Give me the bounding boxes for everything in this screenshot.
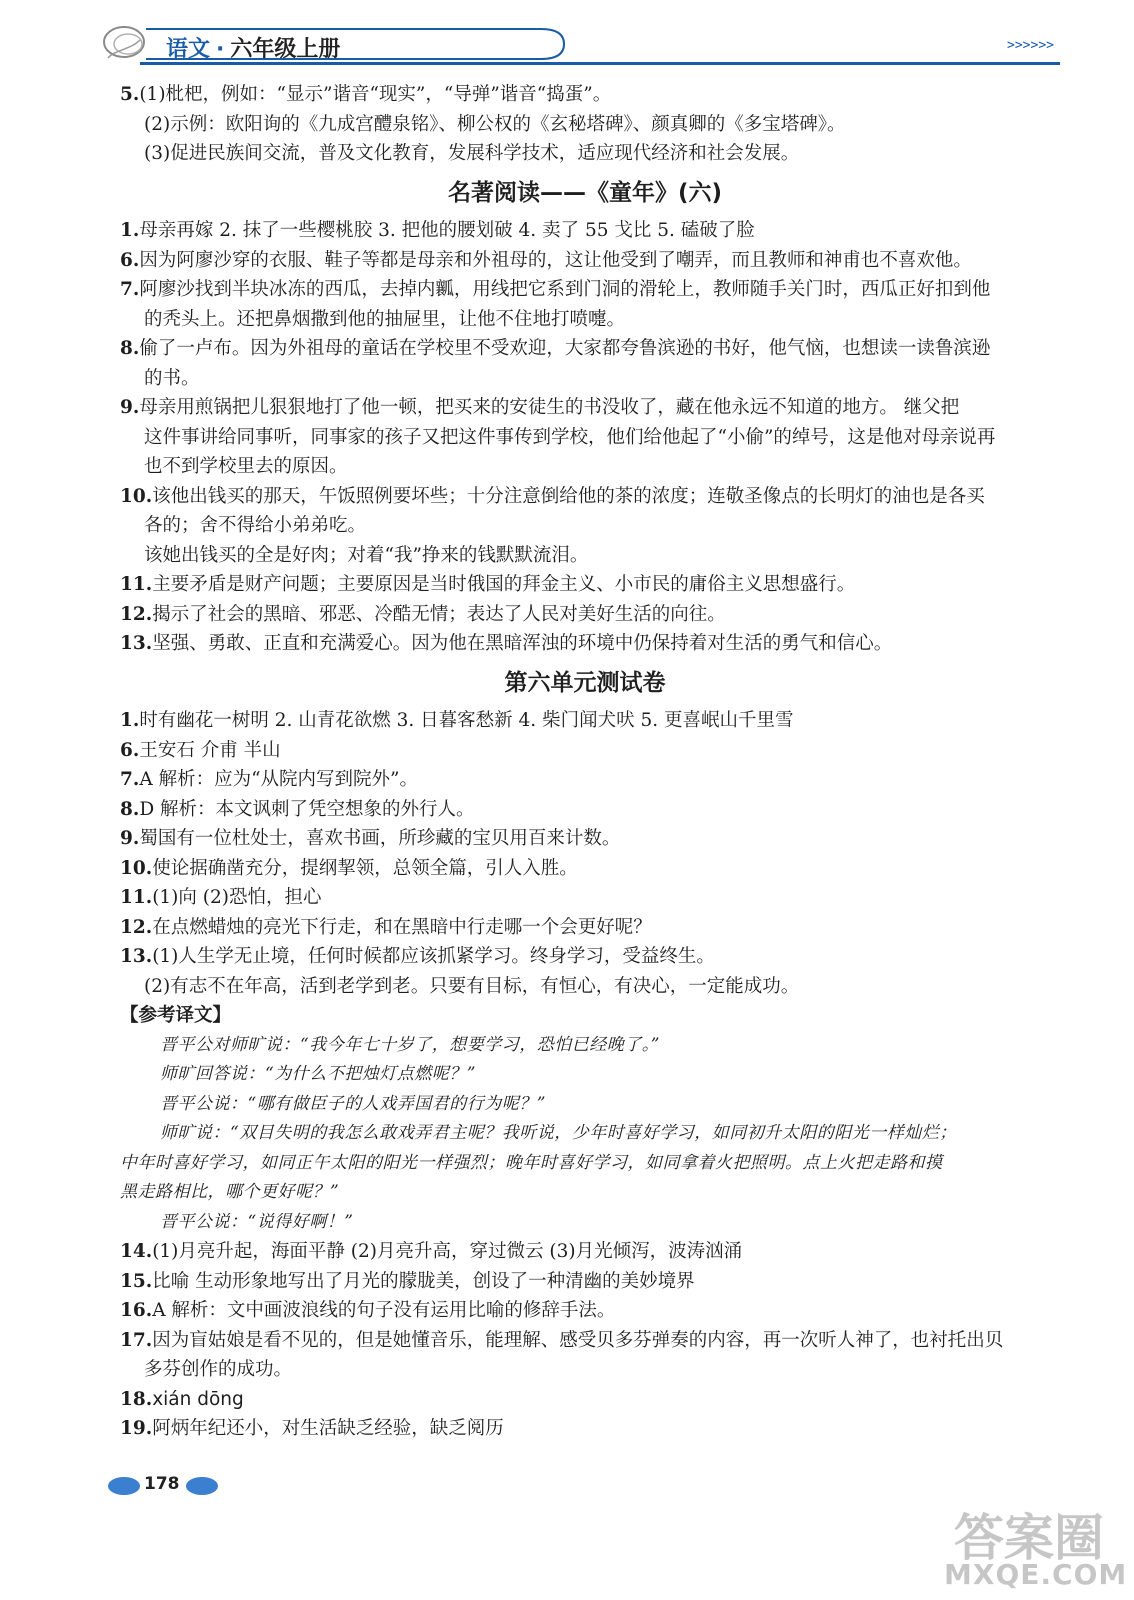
answer-number: 8.: [120, 798, 140, 820]
translation-text-line: 黑走路相比，哪个更好呢？”: [120, 1182, 340, 1202]
translation-line: [120, 1149, 1050, 1179]
translation-text-line: 中年时喜好学习，如同正午太阳的阳光一样强烈；晚年时喜好学习，如同拿着火把照明。点上火把走路和摸: [120, 1152, 943, 1173]
answer-text: (1)向 (2)恐怕，担心: [152, 887, 322, 908]
answer-line: [120, 334, 1050, 364]
translation-text-line: 师旷说：“双目失明的我怎么敢戏弄君主呢？我听说，少年时喜好学习，如同初升太阳的阳光一样灿烂；: [160, 1123, 957, 1143]
answer-number: 6.: [120, 739, 140, 761]
answer-line: [120, 972, 1050, 1002]
answer-line: [120, 1296, 1050, 1326]
header-rule: [140, 62, 1060, 65]
answer-text: 这件事讲给同事听，同事家的孩子又把这件事传到学校，他们给他起了“小偷”的绰号，这是他对母亲说再: [144, 426, 996, 448]
answer-list-tongnian: [120, 216, 1050, 659]
answer-text: A 解析：文中画波浪线的句子没有运用比喻的修辞手法。: [152, 1300, 616, 1321]
answer-text: (1)人生学无止境，任何时候都应该抓紧学习。终身学习，受益终生。: [152, 946, 715, 967]
answer-text: 揭示了社会的黑暗、邪恶、冷酷无情；表达了人民对美好生活的向往。: [152, 603, 726, 625]
answer-text: 的书。: [144, 367, 200, 389]
answer-number: 16.: [120, 1300, 153, 1321]
translation-text-line: 晋平公说：“哪有做臣子的人戏弄国君的行为呢？”: [160, 1093, 546, 1114]
answer-number: 1.: [120, 710, 140, 731]
answer-line: [120, 1267, 1050, 1297]
answer-text: (2)有志不在年高，活到老学到老。只要有目标，有恒心，有决心，一定能成功。: [144, 975, 800, 997]
translation-text-line: 晋平公对师旷说：“我今年七十岁了，想要学习，恐怕已经晚了。”: [160, 1034, 660, 1055]
answer-number: 17.: [120, 1329, 153, 1351]
answer-text: 在点燃蜡烛的亮光下行走，和在黑暗中行走哪一个会更好呢？: [152, 916, 652, 938]
answer-number: 12.: [120, 603, 153, 625]
answer-number: 9.: [120, 397, 140, 418]
translation-text: [120, 1031, 1050, 1238]
answer-line: [120, 1237, 1050, 1267]
answer-line: [120, 511, 1050, 541]
translation-line: [120, 1208, 1050, 1238]
answer-list-unit6-part2: [120, 1237, 1050, 1444]
answer-line: [120, 541, 1050, 571]
answer-line: [120, 216, 1050, 246]
answer-line: [120, 246, 1050, 276]
answer-number: 19.: [120, 1418, 153, 1439]
translation-line: [120, 1119, 1050, 1149]
answer-text: 时有幽花一树明 2. 山青花欲燃 3. 日暮客愁新 4. 柴门闻犬吠 5. 更喜岷山千里雪: [139, 710, 794, 731]
answer-text: (2)示例：欧阳询的《九成宫醴泉铭》、柳公权的《玄秘塔碑》、颜真卿的《多宝塔碑》。: [144, 113, 846, 135]
answer-number: 9.: [120, 828, 140, 849]
answer-text: 也不到学校里去的原因。: [144, 456, 348, 477]
header-title: [166, 32, 340, 63]
translation-line: [120, 1031, 1050, 1061]
answer-line: [120, 795, 1050, 825]
answer-line: [120, 854, 1050, 884]
answer-number: 12.: [120, 916, 153, 938]
answer-line: [120, 275, 1050, 305]
answer-number: 15.: [120, 1270, 153, 1292]
answer-text: xián dōng: [152, 1388, 244, 1410]
answer-number: 13.: [120, 946, 153, 967]
answer-list-unit6: [120, 706, 1050, 1001]
answer-text: 该他出钱买的那天，午饭照例要坏些；十分注意倒给他的茶的浓度；连敬圣像点的长明灯的油也是各买: [152, 485, 985, 507]
answer-line: [120, 765, 1050, 795]
page-number: 178: [144, 1474, 180, 1494]
answer-line: [120, 600, 1050, 630]
page-footer: [108, 1474, 238, 1498]
answer-number: 18.: [120, 1388, 153, 1410]
reference-translation-label: 【参考译文】: [120, 1005, 232, 1026]
answer-text: D 解析：本文讽刺了凭空想象的外行人。: [139, 798, 475, 820]
answer-line: [120, 942, 1050, 972]
section-title-unit6: 第六单元测试卷: [504, 669, 666, 696]
answer-text: 各的；舍不得给小弟弟吃。: [144, 515, 367, 536]
answer-text: 蜀国有一位杜处士，喜欢书画，所珍藏的宝贝用百来计数。: [139, 828, 621, 849]
answer-text: 主要矛盾是财产问题；主要原因是当时俄国的拜金主义、小市民的庸俗主义思想盛行。: [152, 574, 856, 595]
page-content: [120, 80, 1050, 1444]
answer-text: A 解析：应为“从院内写到院外”。: [139, 769, 418, 790]
answer-line: [120, 1385, 1050, 1415]
answer-list-top: [120, 80, 1050, 169]
answer-number: 6.: [120, 249, 140, 271]
answer-line: [120, 736, 1050, 766]
answer-text: 偷了一卢布。因为外祖母的童话在学校里不受欢迎，大家都夸鲁滨逊的书好，他气恼，也想读一读鲁滨逊: [139, 338, 991, 359]
answer-number: 10.: [120, 485, 153, 507]
answer-line: [120, 913, 1050, 943]
answer-line: [120, 482, 1050, 512]
header-arrows: >>>>>>: [1007, 38, 1054, 53]
answer-line: [120, 139, 1050, 169]
translation-line: [120, 1060, 1050, 1090]
answer-number: 1.: [120, 220, 140, 241]
answer-line: [120, 305, 1050, 335]
title-separator: ·: [216, 37, 225, 62]
answer-line: [120, 1326, 1050, 1356]
answer-line: [120, 706, 1050, 736]
answer-number: 14.: [120, 1241, 153, 1262]
answer-line: [120, 423, 1050, 453]
watermark-url: MXQE.COM: [944, 1558, 1128, 1591]
answer-line: [120, 1355, 1050, 1385]
answer-number: 5.: [120, 84, 140, 105]
section-title-tongnian: 名著阅读——《童年》(六): [447, 179, 723, 206]
answer-line: [120, 570, 1050, 600]
answer-text: (3)促进民族间交流，普及文化教育，发展科学技术，适应现代经济和社会发展。: [144, 143, 800, 164]
answer-text: 比喻 生动形象地写出了月光的朦胧美，创设了一种清幽的美妙境界: [152, 1270, 695, 1292]
answer-text: 多芬创作的成功。: [144, 1359, 293, 1380]
answer-line: [120, 629, 1050, 659]
watermark: [924, 1498, 1128, 1594]
translation-line: [120, 1178, 1050, 1208]
answer-line: [120, 824, 1050, 854]
answer-text: 该她出钱买的全是好肉；对着“我”挣来的钱默默流泪。: [144, 544, 589, 566]
answer-line: [120, 364, 1050, 394]
answer-text: (1)枇杷，例如：“显示”谐音“现实”，“导弹”谐音“捣蛋”。: [139, 84, 612, 105]
answer-line: [120, 80, 1050, 110]
answer-number: 13.: [120, 633, 153, 654]
answer-text: 阿廖沙找到半块冰冻的西瓜，去掉内瓤，用线把它系到门洞的滑轮上，教师随手关门时，西瓜正好扣到他: [139, 279, 991, 300]
answer-number: 11.: [120, 887, 153, 908]
answer-line: [120, 1414, 1050, 1444]
answer-line: [120, 452, 1050, 482]
answer-number: 8.: [120, 338, 140, 359]
answer-line: [120, 883, 1050, 913]
answer-text: (1)月亮升起，海面平静 (2)月亮升高，穿过微云 (3)月光倾泻，波涛汹涌: [152, 1241, 743, 1262]
answer-number: 11.: [120, 574, 153, 595]
translation-line: [120, 1090, 1050, 1120]
answer-text: 坚强、勇敢、正直和充满爱心。因为他在黑暗浑浊的环境中仍保持着对生活的勇气和信心。: [152, 633, 893, 654]
answer-text: 使论据确凿充分，提纲挈领，总领全篇，引人入胜。: [152, 857, 578, 879]
answer-line: [120, 110, 1050, 140]
answer-number: 10.: [120, 857, 153, 879]
answer-number: 7.: [120, 769, 140, 790]
answer-number: 7.: [120, 279, 140, 300]
page-header: [100, 20, 1060, 70]
answer-text: 的秃头上。还把鼻烟撒到他的抽屉里，让他不住地打喷嚏。: [144, 308, 626, 330]
answer-text: 因为阿廖沙穿的衣服、鞋子等都是母亲和外祖母的，这让他受到了嘲弄，而且教师和神甫也不喜欢他。: [139, 249, 972, 271]
translation-text-line: 师旷回答说：“为什么不把烛灯点燃呢？”: [160, 1064, 476, 1084]
answer-text: 母亲再嫁 2. 抹了一些樱桃胶 3. 把他的腰划破 4. 卖了 55 戈比 5. 磕破了脸: [139, 220, 755, 241]
subject-label: 语文: [166, 37, 211, 62]
translation-text-line: 晋平公说：“说得好啊！”: [160, 1211, 354, 1232]
grade-label: 六年级上册: [230, 37, 341, 62]
answer-text: 因为盲姑娘是看不见的，但是她懂音乐，能理解、感受贝多芬弹奏的内容，再一次听人神了，也衬托出贝: [152, 1329, 1004, 1351]
answer-text: 阿炳年纪还小，对生活缺乏经验，缺乏阅历: [152, 1418, 504, 1439]
answer-line: [120, 393, 1050, 423]
answer-text: 王安石 介甫 半山: [139, 739, 281, 761]
watermark-logo-text: 答案圈: [954, 1509, 1104, 1567]
answer-text: 母亲用煎锅把儿狠狠地打了他一顿，把买来的安徒生的书没收了，藏在他永远不知道的地方。 继父把: [139, 397, 960, 418]
